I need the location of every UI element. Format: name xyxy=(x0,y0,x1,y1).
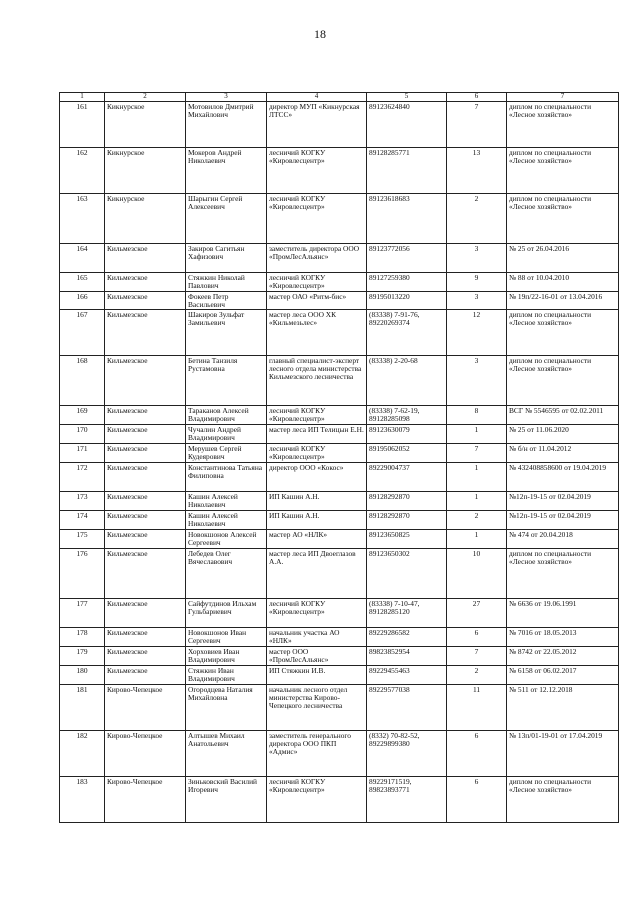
position-cell: лесничий КОГКУ «Кировлесцентр» xyxy=(267,406,367,425)
position-cell: начальник участка АО «НЛК» xyxy=(267,628,367,647)
district-cell: Кильмезское xyxy=(105,291,186,310)
count-cell: 2 xyxy=(447,666,507,685)
position-cell: мастер леса ИП Двоеглазов А.А. xyxy=(267,549,367,599)
column-header: 1 xyxy=(60,93,105,102)
position-cell: лесничий КОГКУ «Кировлесцентр» xyxy=(267,147,367,193)
person-name-cell: Мерушев Сергей Кудеярович xyxy=(186,444,267,463)
person-name-cell: Алтышев Михаил Анатольевич xyxy=(186,731,267,777)
table-row xyxy=(60,777,619,823)
position-cell: заместитель генерального директора ООО ПКП «Адмис» xyxy=(267,731,367,777)
person-name-cell: Фокеев Петр Васильевич xyxy=(186,291,267,310)
document-cell: диплом по специальности «Лесное хозяйство» xyxy=(507,310,619,356)
count-cell: 1 xyxy=(447,492,507,511)
person-name-cell: Новокшонов Алексей Сергеевич xyxy=(186,530,267,549)
phone-cell: (83338) 7-62-19, 89128285098 xyxy=(367,406,447,425)
phone-cell: (8332) 70-82-52, 89229899380 xyxy=(367,731,447,777)
document-cell: диплом по специальности «Лесное хозяйство» xyxy=(507,147,619,193)
person-name-cell: Константинова Татьяна Филиповна xyxy=(186,463,267,492)
row-number-cell: 161 xyxy=(60,101,105,147)
phone-cell: 89127259380 xyxy=(367,272,447,291)
document-cell: № 6158 от 06.02.2017 xyxy=(507,666,619,685)
position-cell: директор ООО «Кокос» xyxy=(267,463,367,492)
phone-cell: 89195013220 xyxy=(367,291,447,310)
person-name-cell: Сайфутдинов Ильхам Гульбариевич xyxy=(186,599,267,628)
document-cell: диплом по специальности «Лесное хозяйство» xyxy=(507,193,619,243)
phone-cell: 89229577038 xyxy=(367,685,447,731)
row-number-cell: 176 xyxy=(60,549,105,599)
table-row xyxy=(60,193,619,243)
row-number-cell: 162 xyxy=(60,147,105,193)
count-cell: 1 xyxy=(447,530,507,549)
table-row xyxy=(60,406,619,425)
column-header: 3 xyxy=(186,93,267,102)
person-name-cell: Новокшонов Иван Сергеевич xyxy=(186,628,267,647)
person-name-cell: Зиньковский Василий Игоревич xyxy=(186,777,267,823)
count-cell: 10 xyxy=(447,549,507,599)
document-cell: диплом по специальности «Лесное хозяйство» xyxy=(507,549,619,599)
phone-cell: 89195062052 xyxy=(367,444,447,463)
row-number-cell: 170 xyxy=(60,425,105,444)
position-cell: ИП Стяжкин И.В. xyxy=(267,666,367,685)
position-cell: лесничий КОГКУ «Кировлесцентр» xyxy=(267,193,367,243)
phone-cell: 89128292870 xyxy=(367,511,447,530)
row-number-cell: 164 xyxy=(60,243,105,272)
phone-cell: (83338) 2-20-68 xyxy=(367,356,447,406)
table-row xyxy=(60,530,619,549)
column-header: 7 xyxy=(507,93,619,102)
district-cell: Кикнурское xyxy=(105,193,186,243)
phone-cell: (83338) 7-91-76, 89220269374 xyxy=(367,310,447,356)
table-row xyxy=(60,444,619,463)
person-name-cell: Кашин Алексей Николаевич xyxy=(186,492,267,511)
person-name-cell: Шарыгин Сергей Алексеевич xyxy=(186,193,267,243)
phone-cell: 89823852954 xyxy=(367,647,447,666)
position-cell: лесничий КОГКУ «Кировлесцентр» xyxy=(267,272,367,291)
count-cell: 7 xyxy=(447,647,507,666)
row-number-cell: 175 xyxy=(60,530,105,549)
position-cell: начальник лесного отдел министерства Кирово-Чепецкого лесничества xyxy=(267,685,367,731)
count-cell: 11 xyxy=(447,685,507,731)
table-row xyxy=(60,599,619,628)
table-row xyxy=(60,425,619,444)
position-cell: лесничий КОГКУ «Кировлесцентр» xyxy=(267,777,367,823)
document-cell: № 25 от 26.04.2016 xyxy=(507,243,619,272)
table-row xyxy=(60,272,619,291)
district-cell: Кильмезское xyxy=(105,463,186,492)
district-cell: Кильмезское xyxy=(105,647,186,666)
phone-cell: 89123650302 xyxy=(367,549,447,599)
count-cell: 3 xyxy=(447,356,507,406)
row-number-cell: 177 xyxy=(60,599,105,628)
row-number-cell: 165 xyxy=(60,272,105,291)
district-cell: Кильмезское xyxy=(105,549,186,599)
table-row xyxy=(60,731,619,777)
count-cell: 2 xyxy=(447,193,507,243)
column-header: 6 xyxy=(447,93,507,102)
phone-cell: 89123624840 xyxy=(367,101,447,147)
table-row xyxy=(60,628,619,647)
count-cell: 27 xyxy=(447,599,507,628)
phone-cell: 89123630079 xyxy=(367,425,447,444)
count-cell: 1 xyxy=(447,463,507,492)
district-cell: Кильмезское xyxy=(105,406,186,425)
document-cell: диплом по специальности «Лесное хозяйство» xyxy=(507,101,619,147)
column-header: 5 xyxy=(367,93,447,102)
document-cell: № 6636 от 19.06.1991 xyxy=(507,599,619,628)
table-row xyxy=(60,685,619,731)
district-cell: Кильмезское xyxy=(105,511,186,530)
document-cell: № 13п/01-19-01 от 17.04.2019 xyxy=(507,731,619,777)
document-cell: № 432408858600 от 19.04.2019 xyxy=(507,463,619,492)
district-cell: Кирово-Чепецкое xyxy=(105,685,186,731)
row-number-cell: 171 xyxy=(60,444,105,463)
document-cell: ВСГ № 5546595 от 02.02.2011 xyxy=(507,406,619,425)
registry-table xyxy=(59,92,619,823)
count-cell: 12 xyxy=(447,310,507,356)
position-cell: главный специалист-эксперт лесного отдела министерства Кильмезского лесничества xyxy=(267,356,367,406)
person-name-cell: Стяжкин Иван Владимирович xyxy=(186,666,267,685)
row-number-cell: 183 xyxy=(60,777,105,823)
table-row xyxy=(60,310,619,356)
phone-cell: 89123772056 xyxy=(367,243,447,272)
document-cell: № 474 от 20.04.2018 xyxy=(507,530,619,549)
district-cell: Кильмезское xyxy=(105,356,186,406)
row-number-cell: 173 xyxy=(60,492,105,511)
count-cell: 6 xyxy=(447,628,507,647)
district-cell: Кильмезское xyxy=(105,243,186,272)
position-cell: мастер леса ИП Телицын Е.Н. xyxy=(267,425,367,444)
person-name-cell: Кашин Алексей Николаевич xyxy=(186,511,267,530)
district-cell: Кикнурское xyxy=(105,147,186,193)
position-cell: мастер леса ООО ХК «Кильмезьлес» xyxy=(267,310,367,356)
document-cell: № 511 от 12.12.2018 xyxy=(507,685,619,731)
row-number-cell: 181 xyxy=(60,685,105,731)
row-number-cell: 179 xyxy=(60,647,105,666)
position-cell: мастер ОАО «Ритм-бис» xyxy=(267,291,367,310)
district-cell: Кильмезское xyxy=(105,599,186,628)
phone-cell: 89128292870 xyxy=(367,492,447,511)
row-number-cell: 168 xyxy=(60,356,105,406)
count-cell: 2 xyxy=(447,511,507,530)
person-name-cell: Чучалин Андрей Владимирович xyxy=(186,425,267,444)
phone-cell: 89123650825 xyxy=(367,530,447,549)
row-number-cell: 167 xyxy=(60,310,105,356)
column-header: 4 xyxy=(267,93,367,102)
table-row xyxy=(60,147,619,193)
district-cell: Кильмезское xyxy=(105,444,186,463)
position-cell: директор МУП «Кикнурская ЛТСС» xyxy=(267,101,367,147)
row-number-cell: 174 xyxy=(60,511,105,530)
person-name-cell: Мокеров Андрей Николаевич xyxy=(186,147,267,193)
table-row xyxy=(60,511,619,530)
table-row xyxy=(60,492,619,511)
person-name-cell: Тараканов Алексей Владимирович xyxy=(186,406,267,425)
row-number-cell: 182 xyxy=(60,731,105,777)
district-cell: Кильмезское xyxy=(105,272,186,291)
document-cell: диплом по специальности «Лесное хозяйство» xyxy=(507,356,619,406)
district-cell: Кильмезское xyxy=(105,628,186,647)
phone-cell: 89229171519, 89823893771 xyxy=(367,777,447,823)
table-row xyxy=(60,549,619,599)
row-number-cell: 178 xyxy=(60,628,105,647)
document-cell: № 25 от 11.06.2020 xyxy=(507,425,619,444)
table-row xyxy=(60,243,619,272)
person-name-cell: Стяжкин Николай Павлович xyxy=(186,272,267,291)
district-cell: Кильмезское xyxy=(105,425,186,444)
row-number-cell: 169 xyxy=(60,406,105,425)
document-cell: диплом по специальности «Лесное хозяйство» xyxy=(507,777,619,823)
table-row xyxy=(60,647,619,666)
person-name-cell: Шакиров Зульфат Замильевич xyxy=(186,310,267,356)
person-name-cell: Закиров Сагитьян Хафизович xyxy=(186,243,267,272)
phone-cell: 89128285771 xyxy=(367,147,447,193)
document-cell: № 19п/22-16-01 от 13.04.2016 xyxy=(507,291,619,310)
person-name-cell: Мотовилов Дмитрий Михайлович xyxy=(186,101,267,147)
count-cell: 6 xyxy=(447,777,507,823)
position-cell: мастер АО «НЛК» xyxy=(267,530,367,549)
column-header: 2 xyxy=(105,93,186,102)
position-cell: лесничий КОГКУ «Кировлесцентр» xyxy=(267,444,367,463)
count-cell: 3 xyxy=(447,243,507,272)
table-row xyxy=(60,356,619,406)
document-cell: № 8742 от 22.05.2012 xyxy=(507,647,619,666)
person-name-cell: Бетина Танзиля Рустамовна xyxy=(186,356,267,406)
row-number-cell: 180 xyxy=(60,666,105,685)
table-row xyxy=(60,291,619,310)
document-cell: №12п-19-15 от 02.04.2019 xyxy=(507,511,619,530)
count-cell: 7 xyxy=(447,444,507,463)
count-cell: 1 xyxy=(447,425,507,444)
position-cell: лесничий КОГКУ «Кировлесцентр» xyxy=(267,599,367,628)
phone-cell: 89123618683 xyxy=(367,193,447,243)
header-row xyxy=(60,93,619,102)
district-cell: Кильмезское xyxy=(105,530,186,549)
district-cell: Кикнурское xyxy=(105,101,186,147)
position-cell: ИП Кашин А.Н. xyxy=(267,511,367,530)
table-row xyxy=(60,666,619,685)
position-cell: заместитель директора ООО «ПромЛесАльянс» xyxy=(267,243,367,272)
document-cell: № 7016 от 18.05.2013 xyxy=(507,628,619,647)
phone-cell: 89229455463 xyxy=(367,666,447,685)
district-cell: Кильмезское xyxy=(105,310,186,356)
person-name-cell: Огородцева Наталия Михайловна xyxy=(186,685,267,731)
document-cell: №12п-19-15 от 02.04.2019 xyxy=(507,492,619,511)
phone-cell: 89229004737 xyxy=(367,463,447,492)
count-cell: 9 xyxy=(447,272,507,291)
district-cell: Кильмезское xyxy=(105,666,186,685)
row-number-cell: 163 xyxy=(60,193,105,243)
count-cell: 6 xyxy=(447,731,507,777)
district-cell: Кирово-Чепецкое xyxy=(105,777,186,823)
count-cell: 13 xyxy=(447,147,507,193)
position-cell: мастер ООО «ПромЛесАльянс» xyxy=(267,647,367,666)
count-cell: 7 xyxy=(447,101,507,147)
table-row xyxy=(60,101,619,147)
table-row xyxy=(60,463,619,492)
phone-cell: 89229286582 xyxy=(367,628,447,647)
person-name-cell: Хорховиев Иван Владимирович xyxy=(186,647,267,666)
row-number-cell: 166 xyxy=(60,291,105,310)
phone-cell: (83338) 7-10-47, 89128285120 xyxy=(367,599,447,628)
count-cell: 3 xyxy=(447,291,507,310)
count-cell: 8 xyxy=(447,406,507,425)
person-name-cell: Лебедев Олег Вячеславович xyxy=(186,549,267,599)
document-cell: № б/н от 11.04.2012 xyxy=(507,444,619,463)
district-cell: Кирово-Чепецкое xyxy=(105,731,186,777)
document-cell: № 88 от 10.04.2010 xyxy=(507,272,619,291)
district-cell: Кильмезское xyxy=(105,492,186,511)
page-number: 18 xyxy=(314,27,326,41)
row-number-cell: 172 xyxy=(60,463,105,492)
position-cell: ИП Кашин А.Н. xyxy=(267,492,367,511)
